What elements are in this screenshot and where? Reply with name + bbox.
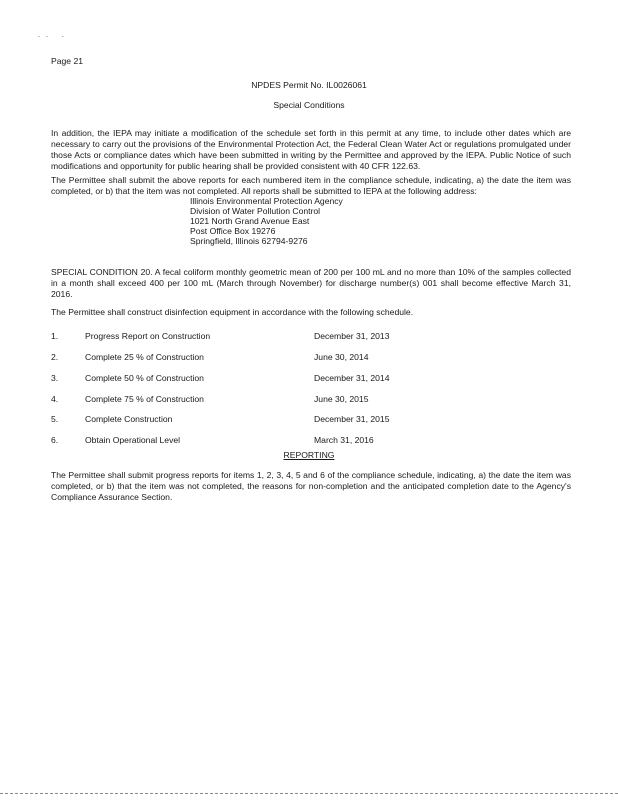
schedule-item-task: Complete Construction [85,414,173,424]
schedule-row [51,373,571,384]
permit-title: NPDES Permit No. IL0026061 [251,80,367,90]
schedule-item-date: December 31, 2013 [314,331,390,341]
schedule-row [51,331,571,342]
address-line: Division of Water Pollution Control [190,206,321,216]
address-line: Illinois Environmental Protection Agency [190,196,343,206]
schedule-item-date: June 30, 2015 [314,394,369,404]
reporting-heading: REPORTING [283,450,335,460]
schedule-row [51,435,571,446]
schedule-item-number: 4. [51,394,59,404]
address-line: 1021 North Grand Avenue East [190,216,310,226]
schedule-item-date: March 31, 2016 [314,435,374,445]
section-subtitle: Special Conditions [273,100,345,110]
reporting-paragraph: The Permittee shall submit progress reports for items 1, 2, 3, 4, 5 and 6 of the compliance schedule, indicating, a) the date the item was completed, or b) that the item was not completed, the reasons for non-completion and the anticipated completion date to the Agency's Compliance Assurance Section. [51,470,571,502]
schedule-item-task: Complete 25 % of Construction [85,352,204,362]
schedule-item-date: December 31, 2014 [314,373,390,383]
scan-edge-line [0,793,618,794]
scan-mark: .. . [38,32,70,39]
schedule-item-number: 2. [51,352,59,362]
schedule-item-task: Obtain Operational Level [85,435,181,445]
schedule-item-number: 1. [51,331,59,341]
schedule-item-number: 3. [51,373,59,383]
intro-paragraph: In addition, the IEPA may initiate a modification of the schedule set forth in this permit at any time, to include other dates which are necessary to carry out the provisions of the Environmental Protection Act, the Federal Clean Water Act or regulations promulgated under those Acts or compliance dates which have been submitted in writing by the Permittee and approved by the IEPA. Public Notice of such modifications and opportunity for public hearing shall be provided consistent with 40 CFR 122.63. [51,128,571,171]
page-number: Page 21 [51,56,84,66]
address-line: Post Office Box 19276 [190,226,276,236]
reports-paragraph: The Permittee shall submit the above reports for each numbered item in the compliance schedule, indicating, a) the date the item was completed, or b) that the item was not completed. All reports shall be submitted to IEPA at the following address: [51,175,571,196]
mailing-address [190,196,343,246]
schedule-row [51,414,571,425]
schedule-item-task: Complete 75 % of Construction [85,394,204,404]
disinfection-paragraph: The Permittee shall construct disinfection equipment in accordance with the following schedule. [51,307,414,317]
special-condition-paragraph: SPECIAL CONDITION 20. A fecal coliform monthly geometric mean of 200 per 100 mL and no more than 10% of the samples collected in a month shall exceed 400 per 100 mL (March through November) for discharge number(s) 001 shall become effective March 31, 2016. [51,267,571,299]
schedule-row [51,394,571,405]
schedule-item-number: 6. [51,435,59,445]
address-line: Springfield, Illinois 62794-9276 [190,236,308,246]
schedule-item-task: Progress Report on Construction [85,331,211,341]
schedule-item-date: June 30, 2014 [314,352,369,362]
schedule-row [51,352,571,363]
schedule-item-number: 5. [51,414,59,424]
schedule-item-date: December 31, 2015 [314,414,390,424]
schedule-item-task: Complete 50 % of Construction [85,373,204,383]
